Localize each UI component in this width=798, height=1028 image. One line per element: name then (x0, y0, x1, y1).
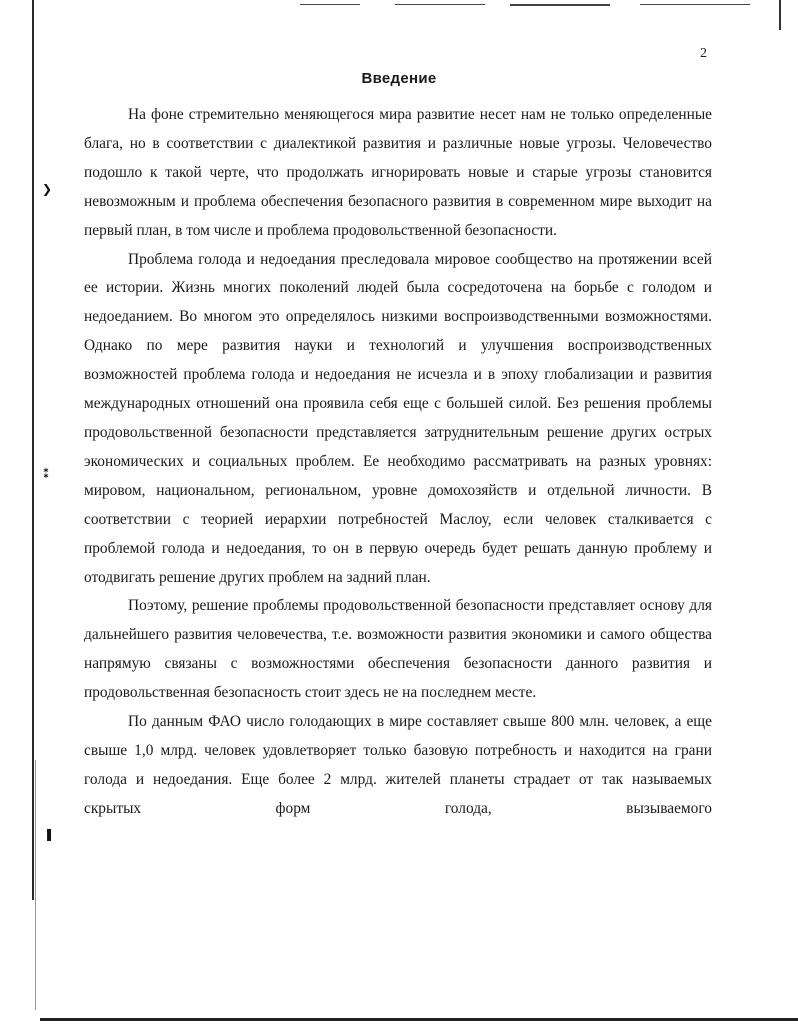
scan-right-edge (779, 0, 781, 30)
paragraph: По данным ФАО число голодающих в мире составляет свыше 800 млн. человек, а еще свыше 1,0 млрд. человек удовлетворяет только базовую потребность и находится на грани голода и недоедания. Еще более 2 млрд. жителей планеты страдает от так называемых скрытых форм голода, вызываемого (84, 713, 712, 817)
document-body (84, 101, 712, 824)
paragraph: Поэтому, решение проблемы продовольственной безопасности представляет основу для дальнейшего развития человечества, т.е. возможности развития экономики и самого общества напрямую связаны с возможностями обеспечения безопасности данного развития и продовольственная безопасность стоит здесь не на последнем месте. (84, 597, 712, 702)
scan-bottom-edge (40, 1018, 798, 1021)
paragraph: На фоне стремительно меняющегося мира развитие несет нам не только определенные блага, но в соответствии с диалектикой развития и различные новые угрозы. Человечество подошло к такой черте, что продолжать игнорировать новые и старые угрозы становится невозможным и проблема обеспечения безопасного развития в современном мире выходит на первый план, в том числе и проблема продовольственной безопасности. (84, 106, 712, 239)
binding-hole-mark: ❯ (42, 182, 53, 196)
binding-hole-mark: ⁑ (43, 467, 50, 481)
scan-top-artifact (640, 4, 750, 5)
scan-top-artifact (395, 4, 485, 5)
page-number: 2 (700, 46, 707, 61)
paragraph: Проблема голода и недоедания преследовала мировое сообщество на протяжении всей ее истории. Жизнь многих поколений людей была сосредоточена на борьбе с голодом и недоеданием. Во многом это определялось низкими воспроизводственными возможностями. Однако по мере развития науки и технологий и улучшения воспроизводственных возможностей проблема голода и недоедания не исчезла и в эпоху глобализации и развития международных отношений она проявила себя еще с большей силой. Без решения проблемы продовольственной безопасности представляется затруднительным решение других острых экономических и социальных проблем. Ее необходимо рассматривать на разных уровнях: мировом, национальном, региональном, уровне домохозяйств и отдельной личности. В соответствии с теорией иерархии потребностей Маслоу, если человек сталкивается с проблемой голода и недоедания, то он в первую очередь будет решать данную проблему и отодвигать решение других проблем на задний план. (84, 250, 712, 586)
scan-top-artifact (510, 4, 610, 6)
scan-top-artifact (300, 4, 360, 5)
scan-left-edge (32, 0, 34, 900)
scan-left-edge-faint (35, 760, 36, 1010)
binding-hole-mark: ❚ (44, 827, 55, 841)
page-title: Введение (361, 70, 437, 87)
